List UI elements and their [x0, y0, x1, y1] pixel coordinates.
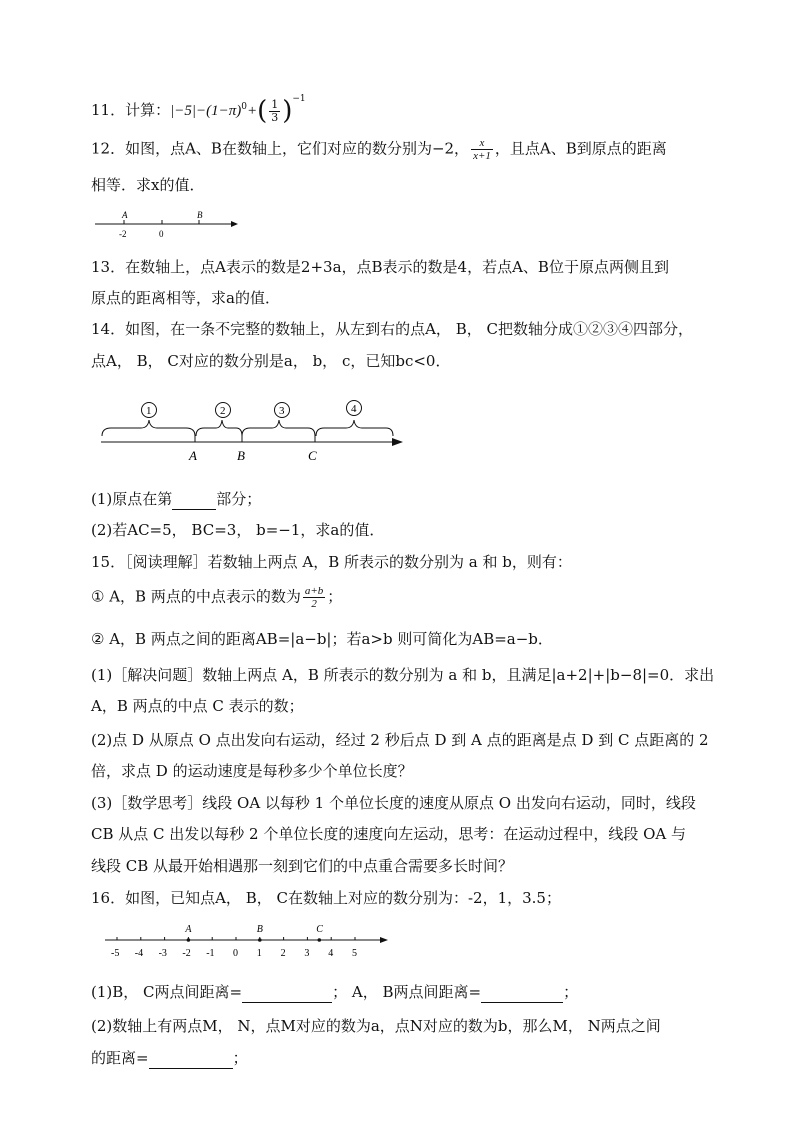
q15-p1-l1: (1)［解决问题］数轴上两点 A，B 所表示的数分别为 a 和 b，且满足|a+2|+|b−8|=0．求出: [91, 666, 715, 684]
q14-sub1-text: (1)原点在第: [91, 490, 173, 508]
q15-p3-l2: CB 从点 C 出发以每秒 2 个单位长度的速度向左运动，思考：在运动过程中，线段 OA 与: [91, 825, 687, 843]
q16-point-label: A: [185, 924, 192, 935]
q15-line1: 15．［阅读理解］若数轴上两点 A，B 所表示的数分别为 a 和 b，则有：: [91, 553, 572, 571]
q16-point-dot: [187, 938, 191, 942]
q16-tick-label: -3: [158, 948, 167, 959]
q16-sub1-text: (1)B， C两点间距离=: [91, 983, 243, 1001]
q12-text-a: 12．如图，点A、B在数轴上，它们对应的数分别为−2，: [91, 139, 470, 158]
q12-label-b: B: [197, 210, 203, 220]
q11-frac: $\frac{1}{3}$: [271, 97, 279, 124]
q16-tick-label: 3: [304, 948, 310, 959]
q14-point-b: B: [237, 448, 245, 463]
q16-tick-label: -1: [206, 948, 215, 959]
q16-sub2-l1: (2)数轴上有两点M， N，点M对应的数为a，点N对应的数为b，那么M， N两点之间: [91, 1017, 661, 1035]
q16-sub2-text: 的距离=: [91, 1049, 149, 1067]
q14-sub1-blank[interactable]: [172, 494, 216, 510]
q12-number-line: [93, 208, 243, 242]
q14-number-line: [96, 393, 411, 465]
q16-point-dot: [258, 938, 262, 942]
q16-tick-label: 2: [280, 948, 286, 959]
q11-exp0: 0: [241, 102, 247, 112]
q13-line2: 原点的距离相等，求a的值．: [91, 289, 280, 307]
q12-line1: [91, 137, 667, 162]
q16-sub2-tail: ；: [232, 1049, 248, 1067]
q14-sub1-tail: 部分；: [216, 490, 262, 508]
q14-point-a: A: [189, 448, 197, 463]
q16-tick-label: -2: [182, 948, 191, 959]
q15-p1-l2: A，B 两点的中点 C 表示的数；: [91, 697, 304, 715]
q14-part4-num: 4: [351, 403, 357, 415]
q12-label-a: A: [122, 210, 128, 220]
q15-p2-l2: 倍，求点 D 的运动速度是每秒多少个单位长度？: [91, 762, 413, 780]
q16-sub1-tail: ；: [563, 983, 579, 1001]
q14-sub2: (2)若AC=5， BC=3， b=−1，求a的值．: [91, 521, 385, 539]
q12-line2: 相等．求x的值．: [91, 176, 205, 194]
q12-frac: $\frac{x}{x+1}$: [473, 137, 491, 162]
q16-sub1-blank2[interactable]: [481, 987, 563, 1003]
q14-line2: 点A， B， C对应的数分别是a， b， c，已知bc<0．: [91, 352, 451, 370]
q16-point-label: C: [316, 924, 323, 935]
q15-item2: ② A，B 两点之间的距离AB=|a−b|；若a>b 则可简化为AB=a−b．: [91, 630, 553, 648]
q14-point-c: C: [308, 448, 317, 463]
q14-part1-num: 1: [146, 405, 152, 417]
q11-mid: −(1−π): [195, 103, 242, 119]
q12-tick-neg2: -2: [119, 229, 127, 239]
q12-text-b: ，且点A、B到原点的距离: [494, 139, 667, 158]
q16-sub1-mid: ； A， B两点间距离=: [332, 983, 482, 1001]
q15-item1-text: ① A，B 两点的中点表示的数为: [91, 587, 301, 606]
q15-item1: [91, 585, 342, 610]
q14-part2-num: 2: [220, 405, 226, 417]
q15-p3-l3: 线段 CB 从最开始相遇那一刻到它们的中点重合需要多长时间？: [91, 857, 514, 875]
q15-p3-l1: (3)［数学思考］线段 OA 以每秒 1 个单位长度的速度从原点 O 出发向右运动，同时，线段: [91, 794, 696, 812]
q16-line1: 16．如图，已知点A， B， C在数轴上对应的数分别为：-2，1，3.5；: [91, 889, 561, 907]
q16-tick-label: 1: [256, 948, 262, 959]
q15-item1-tail: ；: [327, 587, 343, 606]
q11-abs: |−5|: [170, 103, 196, 119]
q16-sub2-l2: [91, 1047, 248, 1069]
q11-exp-neg1: −1: [292, 94, 306, 104]
q14-part3-num: 3: [279, 405, 285, 417]
q16-point-dot: [318, 938, 322, 942]
q11-label: 11．计算：: [91, 101, 171, 119]
q16-tick-label: 4: [328, 948, 334, 959]
q13-line1: 13．在数轴上，点A表示的数是2+3a，点B表示的数是4，若点A、B位于原点两侧且到: [91, 258, 669, 276]
q15-item1-frac: $\frac{a+b}{2}$: [304, 585, 324, 610]
q16-tick-label: 0: [233, 948, 238, 959]
q16-sub1: [91, 981, 578, 1003]
q16-sub2-blank[interactable]: [149, 1053, 233, 1069]
q11-plus: +: [246, 103, 258, 119]
q16-tick-label: -4: [134, 948, 144, 959]
q15-p2-l1: (2)点 D 从原点 O 点出发向右运动，经过 2 秒后点 D 到 A 点的距离是点 D 到 C 点距离的 2: [91, 731, 709, 749]
q11-line: [91, 88, 306, 124]
q16-sub1-blank1[interactable]: [242, 987, 332, 1003]
q14-sub1: [91, 488, 261, 510]
q12-tick-0: 0: [159, 229, 164, 239]
q11-rparen: ): [282, 96, 293, 126]
q16-number-line: [100, 918, 395, 962]
q11-lparen: (: [257, 96, 268, 126]
q16-point-label: B: [256, 924, 263, 935]
q16-tick-label: 5: [352, 948, 357, 959]
q14-line1: 14．如图，在一条不完整的数轴上，从左到右的点A， B， C把数轴分成①②③④四部分，: [91, 320, 693, 338]
q16-tick-label: -5: [111, 948, 120, 959]
